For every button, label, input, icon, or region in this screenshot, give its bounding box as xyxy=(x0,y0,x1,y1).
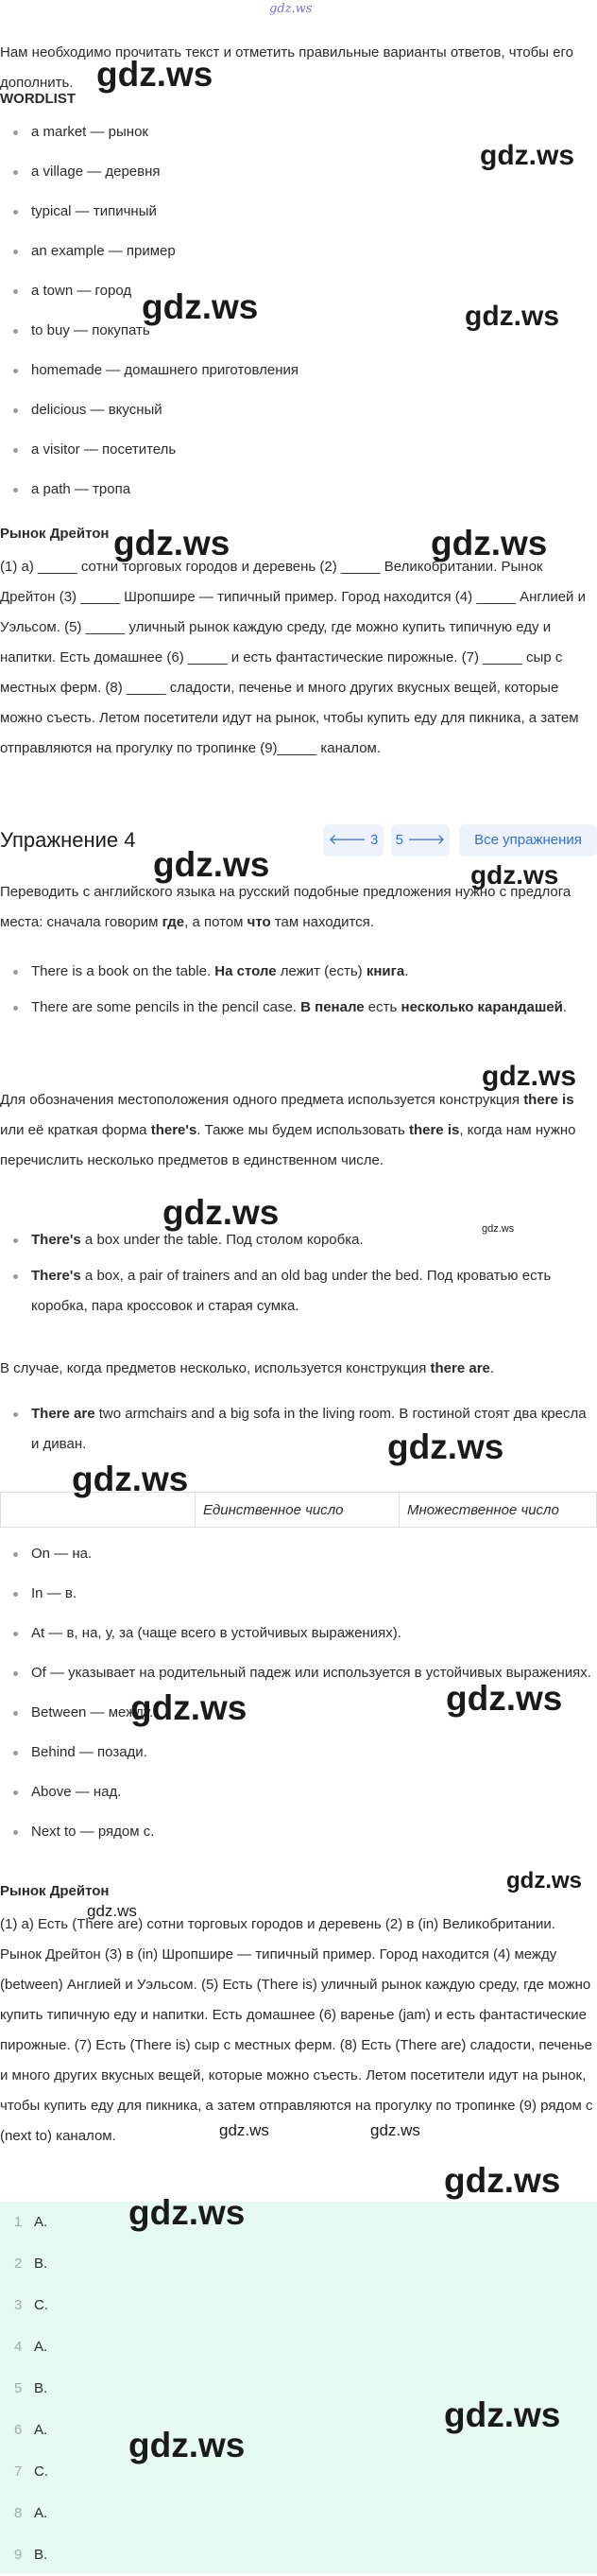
list-item: At — в, на, у, за (чаще всего в устойчивых выражениях). xyxy=(0,1618,593,1649)
example-list-3 xyxy=(0,1399,593,1460)
text1-body: (1) a) _____ сотни торговых городов и деревень (2) _____ Великобритании. Рынок Дрейтон (3) _____ Шропшире — типичный пример. Город находится (4) _____ Англией и Уэльсом. (5) _____ уличный рынок каждую среду, где можно купить типичную еду и напитки. Есть домашнее (6) _____ и есть фантастические пирожные. (7) _____ сыр с местных ферм. (8) _____ сладости, печенье и много других вкусных вещей, которые можно съесть. Летом посетители идут на рынок, чтобы купить еду для пикника, а затем отправляются на прогулку по тропинке (9)_____ каналом. xyxy=(0,559,586,756)
watermark: gdz.ws xyxy=(130,1688,247,1727)
watermark: gdz.ws xyxy=(480,140,575,171)
grammar-there-are: В случае, когда предметов несколько, используется конструкция there are. xyxy=(0,1360,495,1376)
exercise-title: Упражнение 4 xyxy=(0,828,136,852)
watermark: gdz.ws xyxy=(482,1223,515,1235)
watermark: gdz.ws xyxy=(431,524,548,562)
watermark: gdz.ws xyxy=(113,524,230,562)
list-item: Next to — рядом с. xyxy=(0,1817,593,1847)
text2-title: Рынок Дрейтон xyxy=(0,1883,110,1899)
watermark: gdz.ws xyxy=(470,860,559,890)
list-item: a path — тропа xyxy=(0,475,593,505)
list-item: Of — указывает на родительный падеж или используется в устойчивых выражениях. xyxy=(0,1658,593,1688)
all-exercises-button[interactable]: Все упражнения xyxy=(459,824,597,856)
watermark: gdz.ws xyxy=(482,1061,577,1092)
answer-row: 9 B. xyxy=(14,2547,48,2563)
watermark: gdz.ws xyxy=(96,55,213,94)
example-list-1 xyxy=(0,957,593,1023)
list-item: Between — между. xyxy=(0,1698,593,1728)
list-item: to buy — покупать xyxy=(0,316,593,346)
list-item: On — на. xyxy=(0,1539,593,1569)
list-item: There's a box, a pair of trainers and an old bag under the bed. Под кроватью есть коробка, пара кроссовок и старая сумка. xyxy=(0,1261,593,1322)
answers-block xyxy=(0,2202,597,2574)
grammar-there-is: Для обозначения местоположения одного предмета используется конструкция there is или её краткая форма there's. Также мы будем использовать there is, когда нам нужно перечислить несколько предметов в единственном числе. xyxy=(0,1092,576,1168)
watermark: gdz.ws xyxy=(153,845,270,884)
site-logo[interactable]: gdz.ws xyxy=(269,2,313,16)
list-item: Behind — позади. xyxy=(0,1738,593,1768)
watermark: gdz.ws xyxy=(128,2426,246,2464)
answer-row: 3 C. xyxy=(14,2297,48,2313)
list-item: Above — над. xyxy=(0,1777,593,1807)
prev-exercise-button[interactable]: 🡐 3 xyxy=(323,824,384,856)
watermark: gdz.ws xyxy=(370,2121,420,2139)
intro-text: Нам необходимо прочитать текст и отметить правильные варианты ответов, чтобы его дополнить. xyxy=(0,44,573,91)
answer-row: 2 B. xyxy=(14,2256,48,2272)
wordlist-title: WORDLIST xyxy=(0,91,76,107)
watermark: gdz.ws xyxy=(128,2193,246,2232)
example-list-2 xyxy=(0,1225,593,1322)
list-item: an example — пример xyxy=(0,236,593,267)
table-header: Множественное число xyxy=(400,1493,597,1528)
watermark: gdz.ws xyxy=(387,1427,504,1466)
list-item: There's a box under the table. Под столом коробка. xyxy=(0,1225,593,1255)
watermark: gdz.ws xyxy=(506,1868,583,1893)
list-item: There are two armchairs and a big sofa in the living room. В гостиной стоят два кресла и диван. xyxy=(0,1399,593,1460)
list-item: a town — город xyxy=(0,276,593,306)
answer-row: 8 A. xyxy=(14,2505,48,2521)
list-item: a market — рынок xyxy=(0,117,593,147)
list-item: delicious — вкусный xyxy=(0,395,593,425)
watermark: gdz.ws xyxy=(162,1193,280,1232)
exercise-nav xyxy=(0,824,597,858)
list-item: There are some pencils in the pencil case. В пенале есть несколько карандашей. xyxy=(0,993,593,1023)
answer-row: 6 A. xyxy=(14,2422,48,2438)
list-item: homemade — домашнего приготовления xyxy=(0,355,593,386)
watermark: gdz.ws xyxy=(87,1902,137,1920)
answer-row: 7 C. xyxy=(14,2464,48,2480)
table-header: Единственное число xyxy=(196,1493,400,1528)
list-item: typical — типичный xyxy=(0,197,593,227)
watermark: gdz.ws xyxy=(444,2395,561,2434)
list-item: a visitor — посетитель xyxy=(0,435,593,465)
list-item: In — в. xyxy=(0,1579,593,1609)
next-exercise-button[interactable]: 5 🡒 xyxy=(391,824,450,856)
answer-row: 4 A. xyxy=(14,2339,48,2355)
text1-title: Рынок Дрейтон xyxy=(0,526,110,542)
watermark: gdz.ws xyxy=(446,1679,563,1718)
watermark: gdz.ws xyxy=(142,287,259,326)
watermark: gdz.ws xyxy=(72,1460,189,1498)
watermark: gdz.ws xyxy=(444,2161,561,2200)
text2-body: (1) а) Есть (There are) сотни торговых городов и деревень (2) в (in) Великобритании. Рынок Дрейтон (3) в (in) Шропшире — типичный пример. Город находится (4) между (between) Англией и Уэльсом. (5) Есть (There is) уличный рынок каждую среду, где можно купить типичную еду и напитки. Есть домашнее (6) варенье (jam) и есть фантастические пирожные. (7) Есть (There is) сыр с местных ферм. (8) Есть (There are) сладости, печенье и много других вкусных вещей, которые можно съесть. Летом посетители идут на рынок, чтобы купить еду для пикника, а затем отправляются на прогулку по тропинке (9) рядом с (next to) каналом. xyxy=(0,1916,593,2144)
answer-row: 5 B. xyxy=(14,2380,48,2396)
watermark: gdz.ws xyxy=(465,301,560,332)
list-item: a village — деревня xyxy=(0,157,593,187)
grammar-intro: Переводить с английского языка на русский подобные предложения нужно с предлога места: сначала говорим где, а потом что там находится. xyxy=(0,884,571,930)
answer-row: 1 A. xyxy=(14,2214,48,2230)
watermark: gdz.ws xyxy=(219,2121,269,2139)
list-item: There is a book on the table. На столе лежит (есть) книга. xyxy=(0,957,593,987)
